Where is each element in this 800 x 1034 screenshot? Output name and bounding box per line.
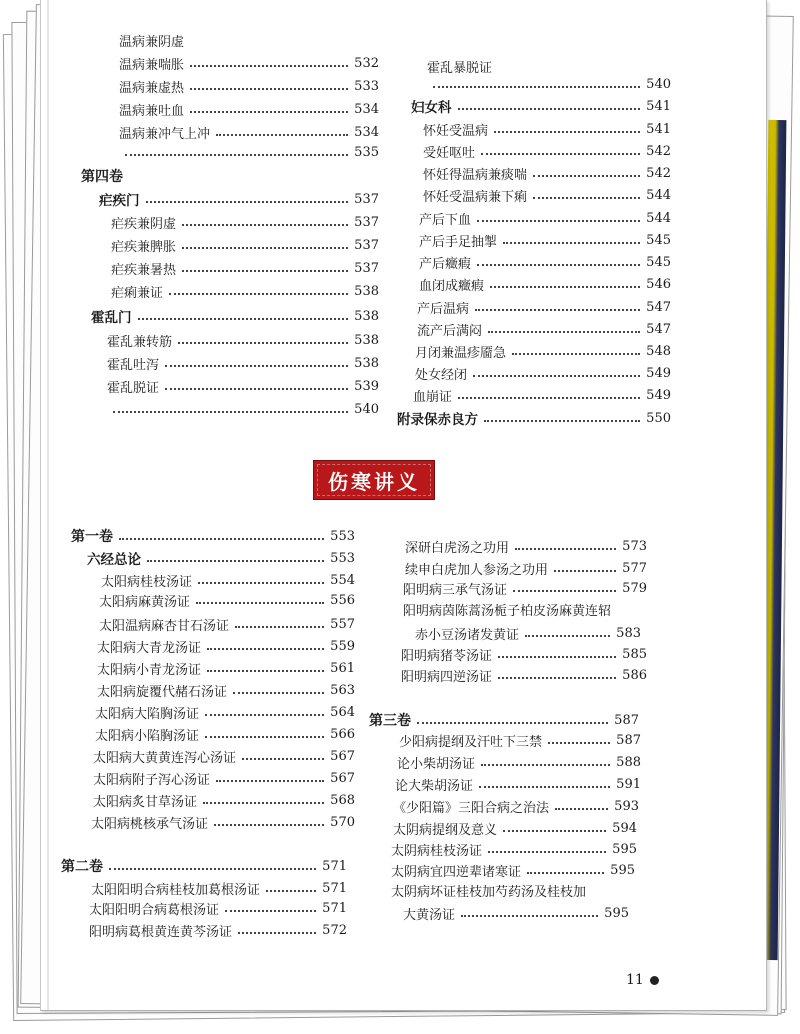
toc-page-number: 548 xyxy=(646,343,671,359)
toc-page-number: 585 xyxy=(622,646,647,662)
section-banner-title: 伤寒讲义 xyxy=(328,469,420,494)
toc-page-number: 591 xyxy=(616,776,641,792)
dot-leader xyxy=(488,850,606,853)
toc-entry xyxy=(97,657,355,679)
page-folio xyxy=(626,972,659,988)
toc-page-number: 538 xyxy=(354,355,379,371)
toc-page-number: 549 xyxy=(646,387,671,403)
toc-page-number: 534 xyxy=(354,124,379,140)
toc-entry-title: 太阳病炙甘草汤证 xyxy=(93,794,198,810)
toc-page-number: 595 xyxy=(612,841,637,857)
dot-leader xyxy=(527,871,604,874)
toc-page-number: 587 xyxy=(614,712,639,728)
toc-entry xyxy=(395,773,641,795)
dot-leader xyxy=(498,68,665,69)
toc-entry xyxy=(419,251,671,273)
toc-entry-title: 流产后满闷 xyxy=(417,323,483,339)
dot-leader xyxy=(216,779,324,782)
toc-page-number: 550 xyxy=(646,410,671,426)
toc-page-number: 571 xyxy=(322,858,347,874)
toc-entry-title: 阳明病三承气汤证 xyxy=(403,582,508,598)
dot-leader xyxy=(233,691,324,694)
dot-leader xyxy=(146,200,349,203)
toc-page-number: 545 xyxy=(646,254,671,270)
toc-volume-heading xyxy=(71,525,355,547)
toc-entry-title: 怀妊受温病兼下痢 xyxy=(423,189,528,205)
dot-leader xyxy=(216,133,348,136)
toc-page-number: 535 xyxy=(354,144,379,160)
dot-leader xyxy=(138,317,349,320)
dot-leader xyxy=(235,625,324,628)
toc-page-number: 537 xyxy=(354,191,379,207)
toc-entry-title: 阳明病葛根黄连黄芩汤证 xyxy=(89,924,233,940)
dot-leader xyxy=(554,569,616,572)
toc-page-number: 566 xyxy=(330,726,355,742)
dot-leader xyxy=(147,559,324,562)
toc-entry-title: 太阴病提纲及意义 xyxy=(393,822,498,838)
toc-entry xyxy=(111,211,379,233)
toc-page-number: 579 xyxy=(622,580,647,596)
toc-page-number: 547 xyxy=(646,321,671,337)
toc-entry-title: 疟疾兼脾胀 xyxy=(111,239,177,255)
toc-page-number: 538 xyxy=(354,283,379,299)
dot-leader xyxy=(490,285,640,288)
toc-page-number: 542 xyxy=(646,165,671,181)
dot-leader xyxy=(165,364,348,367)
dot-leader xyxy=(484,419,640,422)
dot-leader xyxy=(533,174,640,177)
toc-page-number: 593 xyxy=(614,798,639,814)
toc-entry-title: 霍乱门 xyxy=(91,310,132,326)
toc-entry-title: 疟疾兼暑热 xyxy=(111,262,177,278)
toc-section-heading xyxy=(411,95,671,117)
dot-leader xyxy=(190,42,373,43)
toc-entry xyxy=(111,280,379,302)
dot-leader xyxy=(214,823,324,826)
toc-volume-heading xyxy=(61,855,347,877)
toc-page-number: 540 xyxy=(646,76,671,92)
toc-entry xyxy=(391,859,635,881)
toc-entry-title: 深研白虎汤之功用 xyxy=(405,540,510,556)
toc-page-number: 553 xyxy=(330,550,355,566)
toc-entry xyxy=(97,635,355,657)
toc-entry-title: 第一卷 xyxy=(71,529,113,545)
page-number: 11 xyxy=(626,972,644,988)
dot-leader xyxy=(515,547,616,550)
toc-entry-title: 产后下血 xyxy=(419,212,472,228)
toc-page-number: 547 xyxy=(646,299,671,315)
toc-entry xyxy=(403,598,641,620)
dot-leader xyxy=(182,246,348,249)
toc-entry xyxy=(93,789,355,811)
dot-leader xyxy=(190,87,348,90)
dot-leader xyxy=(433,85,640,88)
toc-entry xyxy=(89,897,347,919)
toc-entry-title: 受妊呕吐 xyxy=(423,145,476,161)
book-page xyxy=(40,0,767,1011)
toc-entry xyxy=(413,384,671,406)
dot-leader xyxy=(182,223,348,226)
toc-page-number: 540 xyxy=(354,401,379,417)
toc-entry-title: 处女经闭 xyxy=(415,367,468,383)
toc-entry xyxy=(107,375,379,397)
toc-entry xyxy=(119,52,379,74)
toc-page-number: 595 xyxy=(604,905,629,921)
toc-page-number: 588 xyxy=(616,754,641,770)
toc-entry xyxy=(405,557,647,579)
toc-entry-title: 第三卷 xyxy=(369,713,411,729)
toc-entry xyxy=(405,535,647,557)
dot-leader xyxy=(477,219,640,222)
dot-leader xyxy=(592,892,615,893)
toc-page-number: 538 xyxy=(354,308,379,324)
toc-entry xyxy=(95,701,355,723)
toc-entry-title: 产后癥瘕 xyxy=(419,256,472,272)
toc-section-heading xyxy=(91,305,379,327)
toc-entry xyxy=(107,398,379,420)
dot-leader xyxy=(513,589,616,592)
toc-entry xyxy=(423,118,671,140)
toc-page-number: 532 xyxy=(354,55,379,71)
toc-section-heading xyxy=(397,407,671,429)
toc-section-heading xyxy=(99,188,379,210)
toc-page-number: 572 xyxy=(322,922,347,938)
toc-entry-title: 怀妊受温病 xyxy=(423,123,489,139)
toc-entry xyxy=(97,679,355,701)
toc-entry-title: 霍乱吐泻 xyxy=(107,357,160,373)
toc-entry xyxy=(391,879,621,901)
toc-entry xyxy=(111,234,379,256)
toc-page-number: 541 xyxy=(646,98,671,114)
toc-page-number: 571 xyxy=(322,900,347,916)
toc-entry-title: 怀妊得温病兼痰喘 xyxy=(423,167,528,183)
toc-entry xyxy=(107,352,379,374)
toc-entry xyxy=(415,622,641,644)
toc-entry xyxy=(89,919,347,941)
dot-leader xyxy=(548,741,610,744)
toc-entry-title: 大黄汤证 xyxy=(403,907,456,923)
dot-leader xyxy=(207,669,324,672)
toc-entry xyxy=(417,318,671,340)
toc-entry xyxy=(119,29,379,51)
toc-entry xyxy=(99,613,355,635)
dot-leader xyxy=(494,130,640,133)
toc-entry-title: 血闭成癥瘕 xyxy=(419,278,485,294)
toc-entry-title: 太阳病小青龙汤证 xyxy=(97,662,202,678)
toc-entry-title: 太阳病附子泻心汤证 xyxy=(93,772,211,788)
toc-page-number: 561 xyxy=(330,660,355,676)
toc-entry-title: 太阳病大陷胸汤证 xyxy=(95,706,200,722)
toc-page-number: 556 xyxy=(330,592,355,608)
toc-entry-title: 太阳病桂枝汤证 xyxy=(101,574,193,590)
dot-leader xyxy=(190,64,348,67)
section-banner xyxy=(313,460,435,500)
toc-entry xyxy=(99,589,355,611)
dot-leader xyxy=(198,581,324,584)
dot-leader xyxy=(113,410,348,413)
dot-leader xyxy=(182,269,348,272)
dot-leader xyxy=(473,374,640,377)
toc-page-number: 557 xyxy=(330,616,355,632)
toc-entry xyxy=(393,795,639,817)
dot-leader xyxy=(109,867,316,870)
dot-leader xyxy=(125,153,348,156)
toc-page-number: 595 xyxy=(610,862,635,878)
dot-leader xyxy=(525,634,610,637)
toc-volume-heading xyxy=(81,165,379,187)
toc-page-number: 567 xyxy=(330,748,355,764)
toc-page-number: 538 xyxy=(354,332,379,348)
toc-page-number: 537 xyxy=(354,237,379,253)
toc-page-number: 563 xyxy=(330,682,355,698)
toc-entry-title: 太阳病旋覆代赭石汤证 xyxy=(97,684,228,700)
toc-entry xyxy=(119,75,379,97)
dot-leader xyxy=(477,263,640,266)
toc-entry xyxy=(93,767,355,789)
dot-leader xyxy=(207,647,324,650)
toc-volume-heading xyxy=(369,709,639,731)
dot-leader xyxy=(165,387,348,390)
dot-leader xyxy=(481,763,610,766)
dot-leader xyxy=(203,801,324,804)
toc-entry xyxy=(419,229,671,251)
dot-leader xyxy=(417,721,608,724)
toc-entry xyxy=(415,340,671,362)
toc-page-number: 544 xyxy=(646,210,671,226)
toc-entry xyxy=(111,257,379,279)
dot-leader xyxy=(242,757,324,760)
toc-entry-title: 《少阳篇》三阳合病之治法 xyxy=(393,800,550,816)
toc-entry-title: 温病兼冲气上冲 xyxy=(119,126,211,142)
toc-entry-title: 月闭兼温疹靥急 xyxy=(415,345,507,361)
toc-entry-title: 太阳阳明合病葛根汤证 xyxy=(89,902,220,918)
dot-leader xyxy=(225,909,316,912)
toc-entry xyxy=(423,184,671,206)
dot-leader xyxy=(488,330,640,333)
toc-page-number: 594 xyxy=(612,820,637,836)
toc-entry xyxy=(107,329,379,351)
toc-entry-title: 少阳病提纲及汗吐下三禁 xyxy=(399,734,543,750)
dot-leader xyxy=(555,807,608,810)
toc-entry-title: 霍乱暴脱证 xyxy=(427,60,493,76)
toc-entry xyxy=(399,729,641,751)
toc-page-number: 570 xyxy=(330,814,355,830)
toc-entry-title: 太阳病桃核承气汤证 xyxy=(91,816,209,832)
toc-entry-title: 疟疾兼阴虚 xyxy=(111,216,177,232)
dot-leader xyxy=(503,241,640,244)
dot-leader xyxy=(498,655,616,658)
toc-page-number: 539 xyxy=(354,378,379,394)
toc-entry-title: 产后手足抽掣 xyxy=(419,234,498,250)
toc-page-number: 542 xyxy=(646,143,671,159)
toc-page-number: 544 xyxy=(646,187,671,203)
dot-leader xyxy=(512,352,640,355)
toc-section-heading xyxy=(87,547,355,569)
toc-entry-title: 疟痢兼证 xyxy=(111,285,164,301)
toc-entry-title: 论小柴胡汤证 xyxy=(397,756,476,772)
toc-entry-title: 太阳病麻黄汤证 xyxy=(99,594,191,610)
dot-leader xyxy=(481,152,640,155)
toc-entry-title: 太阳温病麻杏甘石汤证 xyxy=(99,618,230,634)
dot-leader xyxy=(617,611,635,612)
dot-leader xyxy=(458,396,640,399)
toc-entry xyxy=(423,162,671,184)
dot-leader xyxy=(169,292,348,295)
toc-entry xyxy=(403,577,647,599)
folio-dot-icon xyxy=(650,976,659,985)
toc-entry-title: 太阳病大青龙汤证 xyxy=(97,640,202,656)
toc-entry xyxy=(91,811,355,833)
dot-leader xyxy=(129,178,373,179)
toc-page-number: 559 xyxy=(330,638,355,654)
toc-page-number: 577 xyxy=(622,560,647,576)
toc-page-number: 586 xyxy=(622,667,647,683)
toc-entry-title: 太阴病宜四逆辈诸寒证 xyxy=(391,864,522,880)
toc-entry xyxy=(427,73,671,95)
toc-entry-title: 温病兼吐血 xyxy=(119,103,185,119)
dot-leader xyxy=(498,676,616,679)
toc-entry-title: 太阳病小陷胸汤证 xyxy=(95,728,200,744)
toc-entry-title: 赤小豆汤诸发黄证 xyxy=(415,627,520,643)
toc-entry-title: 太阴病桂枝汤证 xyxy=(391,843,483,859)
toc-entry xyxy=(101,569,355,591)
toc-page-number: 567 xyxy=(330,770,355,786)
toc-entry-title: 六经总论 xyxy=(87,552,141,568)
toc-page-number: 573 xyxy=(622,538,647,554)
toc-page-number: 545 xyxy=(646,232,671,248)
toc-entry xyxy=(119,141,379,163)
dot-leader xyxy=(533,196,640,199)
toc-entry xyxy=(401,643,647,665)
toc-entry xyxy=(119,98,379,120)
dot-leader xyxy=(196,601,324,604)
toc-entry xyxy=(397,751,641,773)
toc-page-number: 546 xyxy=(646,276,671,292)
toc-entry-title: 血崩证 xyxy=(413,389,453,405)
toc-entry-title: 温病兼虚热 xyxy=(119,80,185,96)
dot-leader xyxy=(238,931,316,934)
toc-entry-title: 产后温病 xyxy=(417,301,470,317)
toc-page-number: 587 xyxy=(616,732,641,748)
dot-leader xyxy=(205,713,324,716)
toc-page-number: 564 xyxy=(330,704,355,720)
toc-entry-title: 疟疾门 xyxy=(99,193,140,209)
dot-leader xyxy=(479,785,610,788)
toc-entry xyxy=(419,207,671,229)
toc-page-number: 534 xyxy=(354,101,379,117)
toc-entry xyxy=(415,362,671,384)
toc-entry-title: 霍乱兼转筋 xyxy=(107,334,173,350)
toc-page-number: 568 xyxy=(330,792,355,808)
toc-page-number: 533 xyxy=(354,78,379,94)
toc-entry-title: 霍乱脱证 xyxy=(107,380,160,396)
dot-leader xyxy=(266,889,316,892)
toc-entry xyxy=(417,296,671,318)
toc-page-number: 541 xyxy=(646,121,671,137)
toc-entry xyxy=(119,121,379,143)
dot-leader xyxy=(205,735,324,738)
toc-entry xyxy=(91,877,347,899)
dot-leader xyxy=(503,829,606,832)
toc-entry xyxy=(423,140,671,162)
toc-page-number: 537 xyxy=(354,214,379,230)
dot-leader xyxy=(461,914,598,917)
toc-entry-title: 第二卷 xyxy=(61,859,103,875)
toc-entry-title: 第四卷 xyxy=(81,169,123,185)
toc-entry-title: 太阳阳明合病桂枝加葛根汤证 xyxy=(91,882,261,898)
toc-page-number: 537 xyxy=(354,260,379,276)
dot-leader xyxy=(458,107,641,110)
dot-leader xyxy=(178,341,348,344)
toc-entry-title: 温病兼喘胀 xyxy=(119,57,185,73)
toc-entry-title: 阳明病猪苓汤证 xyxy=(401,648,493,664)
toc-entry xyxy=(419,273,671,295)
toc-entry-title: 阳明病茵陈蒿汤栀子柏皮汤麻黄连轺 xyxy=(403,603,612,619)
toc-entry-title: 附录保赤良方 xyxy=(397,412,478,428)
toc-entry-title: 妇女科 xyxy=(411,100,452,116)
toc-entry-title: 温病兼阴虚 xyxy=(119,34,185,50)
toc-entry xyxy=(93,745,355,767)
toc-entry-title: 论大柴胡汤证 xyxy=(395,778,474,794)
toc-page-number: 553 xyxy=(330,528,355,544)
toc-entry xyxy=(401,664,647,686)
toc-entry-title: 阳明病四逆汤证 xyxy=(401,669,493,685)
dot-leader xyxy=(475,308,640,311)
toc-entry xyxy=(391,838,637,860)
toc-entry xyxy=(95,723,355,745)
toc-entry-title: 太阴病坏证桂枝加芍药汤及桂枝加 xyxy=(391,884,587,900)
toc-entry xyxy=(393,817,637,839)
toc-entry xyxy=(403,902,629,924)
toc-entry-title: 续申白虎加人参汤之功用 xyxy=(405,562,549,578)
dot-leader xyxy=(190,110,348,113)
toc-page-number: 549 xyxy=(646,365,671,381)
toc-page-number: 554 xyxy=(330,572,355,588)
toc-page-number: 583 xyxy=(616,625,641,641)
toc-entry-title: 太阳病大黄黄连泻心汤证 xyxy=(93,750,237,766)
dot-leader xyxy=(119,537,324,540)
toc-page-number: 571 xyxy=(322,880,347,896)
